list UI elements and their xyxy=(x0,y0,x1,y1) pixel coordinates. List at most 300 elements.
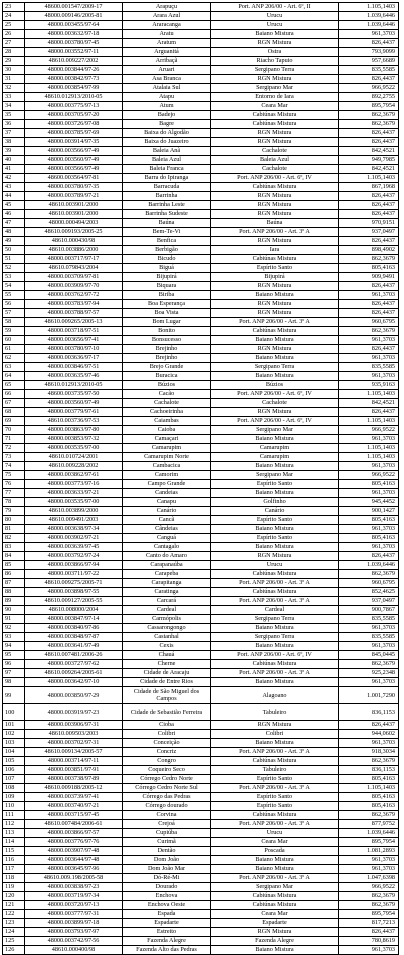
table-row xyxy=(3,237,399,246)
field-name: Araracanga xyxy=(123,21,211,30)
price-value: 780,8619 xyxy=(339,937,399,946)
reference: Port. ANP 206/00 - Art. 6º, IV xyxy=(211,174,339,183)
field-name: Cidade de São Miguel dos Campos xyxy=(123,687,211,704)
row-number: 33 xyxy=(3,93,25,102)
price-value: 961,3703 xyxy=(339,291,399,300)
row-number: 70 xyxy=(3,426,25,435)
field-name: Arara Azul xyxy=(123,12,211,21)
row-number: 113 xyxy=(3,829,25,838)
row-number: 65 xyxy=(3,381,25,390)
process-number: 48000.003780/97-10 xyxy=(25,345,123,354)
reference: Baiano Mistura xyxy=(211,435,339,444)
price-table-body xyxy=(3,3,399,955)
price-value: 961,3703 xyxy=(339,354,399,363)
process-number: 48610.009193/2005-25 xyxy=(25,228,123,237)
process-number: 48610.009503/2003 xyxy=(25,730,123,739)
row-number: 105 xyxy=(3,757,25,766)
price-value: 918,3034 xyxy=(339,748,399,757)
price-value: 900,7867 xyxy=(339,606,399,615)
row-number: 37 xyxy=(3,129,25,138)
reference: Ostra xyxy=(211,48,339,57)
process-number: 48000.003715/97-45 xyxy=(25,811,123,820)
table-row xyxy=(3,255,399,264)
price-table xyxy=(2,2,399,955)
reference: Alagoano xyxy=(211,687,339,704)
field-name: Boa Vista xyxy=(123,309,211,318)
field-name: Espadarte xyxy=(123,919,211,928)
price-value: 937,0497 xyxy=(339,597,399,606)
reference: Cardeal xyxy=(211,606,339,615)
reference: Baiano Mistura xyxy=(211,543,339,552)
row-number: 124 xyxy=(3,928,25,937)
price-value: 892,2755 xyxy=(339,93,399,102)
field-name: Dentão xyxy=(123,847,211,856)
process-number: 48000.003853/97-32 xyxy=(25,435,123,444)
row-number: 40 xyxy=(3,156,25,165)
field-name: Bonsucesso xyxy=(123,336,211,345)
field-name: Barrinha xyxy=(123,192,211,201)
row-number: 110 xyxy=(3,802,25,811)
price-value: 970,9151 xyxy=(339,219,399,228)
table-row xyxy=(3,802,399,811)
process-number: 48000.003636/97-17 xyxy=(25,354,123,363)
price-value: 909,9491 xyxy=(339,273,399,282)
process-number: 48000.003779/97-61 xyxy=(25,408,123,417)
reference: RGN Mistura xyxy=(211,138,339,147)
table-row xyxy=(3,21,399,30)
table-row xyxy=(3,372,399,381)
reference: Urucu xyxy=(211,561,339,570)
row-number: 36 xyxy=(3,120,25,129)
field-name: Espada xyxy=(123,910,211,919)
field-name: Barrinha Sudeste xyxy=(123,210,211,219)
table-row xyxy=(3,201,399,210)
process-number: 48000.003780/97-45 xyxy=(25,39,123,48)
field-name: Congro xyxy=(123,757,211,766)
field-name: Benfica xyxy=(123,237,211,246)
field-name: Carapeba xyxy=(123,570,211,579)
process-number: 48000.003552/97-11 xyxy=(25,48,123,57)
price-value: 826,4437 xyxy=(339,928,399,937)
table-row xyxy=(3,498,399,507)
price-value: 862,3679 xyxy=(339,120,399,129)
field-name: Atum xyxy=(123,102,211,111)
price-value: 949,7985 xyxy=(339,156,399,165)
table-row xyxy=(3,606,399,615)
price-value: 862,3679 xyxy=(339,327,399,336)
process-number: 48000.003738/97-89 xyxy=(25,775,123,784)
reference: Baiano Mistura xyxy=(211,865,339,874)
field-name: Biquara xyxy=(123,282,211,291)
price-value: 900,1427 xyxy=(339,507,399,516)
process-number: 48000.003560/97-49 xyxy=(25,156,123,165)
process-number: 48000.003714/97-11 xyxy=(25,757,123,766)
reference: Baiano Mistura xyxy=(211,525,339,534)
reference: Sergipano Mar xyxy=(211,471,339,480)
reference: Port. ANP 206/00 - Art. 3º A xyxy=(211,669,339,678)
field-name: Cassarongongo xyxy=(123,624,211,633)
table-row xyxy=(3,793,399,802)
process-number: 48000.003642/97-10 xyxy=(25,678,123,687)
table-row xyxy=(3,678,399,687)
table-row xyxy=(3,847,399,856)
field-name: Cupiúba xyxy=(123,829,211,838)
price-value: 835,5585 xyxy=(339,633,399,642)
field-name: Bem-Te-Vi xyxy=(123,228,211,237)
row-number: 47 xyxy=(3,219,25,228)
field-name: Brejo Grande xyxy=(123,363,211,372)
field-name: Baixa do Algodão xyxy=(123,129,211,138)
table-row xyxy=(3,928,399,937)
reference: Camarupim xyxy=(211,444,339,453)
reference: Cabiúnas Mistura xyxy=(211,120,339,129)
reference: RGN Mistura xyxy=(211,282,339,291)
row-number: 43 xyxy=(3,183,25,192)
field-name: Dó-Ré-Mi xyxy=(123,874,211,883)
row-number: 104 xyxy=(3,748,25,757)
row-number: 96 xyxy=(3,660,25,669)
table-row xyxy=(3,426,399,435)
reference: Urucu xyxy=(211,829,339,838)
table-row xyxy=(3,75,399,84)
table-row xyxy=(3,138,399,147)
process-number: 48000.003740/97-21 xyxy=(25,802,123,811)
row-number: 64 xyxy=(3,372,25,381)
row-number: 99 xyxy=(3,687,25,704)
reference: Búzios xyxy=(211,381,339,390)
table-row xyxy=(3,300,399,309)
reference: Cabiúnas Mistura xyxy=(211,588,339,597)
price-value: 862,3679 xyxy=(339,757,399,766)
row-number: 45 xyxy=(3,201,25,210)
field-name: Aruari xyxy=(123,66,211,75)
row-number: 125 xyxy=(3,937,25,946)
reference: Tabuleiro xyxy=(211,704,339,721)
table-row xyxy=(3,264,399,273)
field-name: Carapanaúba xyxy=(123,561,211,570)
price-value: 1.105,1403 xyxy=(339,417,399,426)
field-name: Candeias xyxy=(123,489,211,498)
process-number: 48000.003773/97-16 xyxy=(25,480,123,489)
reference: Urucu xyxy=(211,21,339,30)
field-name: Cambacica xyxy=(123,462,211,471)
process-number: 48000.003848/97-87 xyxy=(25,633,123,642)
price-value: 842,4521 xyxy=(339,147,399,156)
field-name: Bagre xyxy=(123,120,211,129)
price-value: 826,4437 xyxy=(339,345,399,354)
reference: Sergipano Terra xyxy=(211,363,339,372)
reference: Baiano Mistura xyxy=(211,946,339,955)
process-number: 48610.009228/2002 xyxy=(25,462,123,471)
row-number: 119 xyxy=(3,883,25,892)
table-row xyxy=(3,111,399,120)
reference: Espírito Santo xyxy=(211,480,339,489)
row-number: 29 xyxy=(3,57,25,66)
table-row xyxy=(3,129,399,138)
reference: Port. ANP 206/00 - Art. 3º A xyxy=(211,318,339,327)
row-number: 26 xyxy=(3,30,25,39)
row-number: 32 xyxy=(3,84,25,93)
price-value: 805,4163 xyxy=(339,775,399,784)
table-row xyxy=(3,435,399,444)
reference: Cachalote xyxy=(211,165,339,174)
price-value: 895,7954 xyxy=(339,838,399,847)
table-row xyxy=(3,12,399,21)
process-number: 48000.003566/97-49 xyxy=(25,165,123,174)
process-number: 48000.003535/97-00 xyxy=(25,444,123,453)
price-value: 961,3703 xyxy=(339,30,399,39)
price-value: 961,3703 xyxy=(339,462,399,471)
row-number: 78 xyxy=(3,498,25,507)
process-number: 48000.003866/97-94 xyxy=(25,561,123,570)
price-value: 961,3703 xyxy=(339,642,399,651)
field-name: Concriz xyxy=(123,748,211,757)
field-name: Castanhal xyxy=(123,633,211,642)
process-number: 48000.003844/97-26 xyxy=(25,66,123,75)
table-row xyxy=(3,883,399,892)
row-number: 27 xyxy=(3,39,25,48)
reference: Baiano Mistura xyxy=(211,354,339,363)
table-row xyxy=(3,534,399,543)
price-value: 966,9522 xyxy=(339,426,399,435)
field-name: Badejo xyxy=(123,111,211,120)
process-number: 48600.003735/97-50 xyxy=(25,390,123,399)
table-row xyxy=(3,480,399,489)
process-number: 48000.003850/97-29 xyxy=(25,687,123,704)
table-row xyxy=(3,399,399,408)
price-value: 966,9522 xyxy=(339,84,399,93)
row-number: 118 xyxy=(3,874,25,883)
field-name: Aratum xyxy=(123,39,211,48)
field-name: Fazenda Alegre xyxy=(123,937,211,946)
reference: Port. ANP 206/00 - Art. 6º, IV xyxy=(211,390,339,399)
row-number: 46 xyxy=(3,210,25,219)
table-row xyxy=(3,624,399,633)
field-name: Atapu xyxy=(123,93,211,102)
field-name: Fazenda Alto das Pedras xyxy=(123,946,211,955)
process-number: 48000.003785/97-69 xyxy=(25,129,123,138)
row-number: 123 xyxy=(3,919,25,928)
reference: Port. ANP 206/00 - Art. 6º, II xyxy=(211,3,339,12)
price-value: 817,7213 xyxy=(339,919,399,928)
price-value: 961,3703 xyxy=(339,525,399,534)
row-number: 55 xyxy=(3,291,25,300)
process-number: 48000.003902/97-21 xyxy=(25,534,123,543)
reference: RGN Mistura xyxy=(211,928,339,937)
reference: Cabiúnas Mistura xyxy=(211,111,339,120)
row-number: 94 xyxy=(3,642,25,651)
reference: Espírito Santo xyxy=(211,264,339,273)
table-row xyxy=(3,570,399,579)
price-value: 1.105,1403 xyxy=(339,444,399,453)
field-name: Dom João xyxy=(123,856,211,865)
process-number: 48000.003566/97-49 xyxy=(25,147,123,156)
process-number: 48000.003711/97-22 xyxy=(25,570,123,579)
table-row xyxy=(3,874,399,883)
table-row xyxy=(3,919,399,928)
field-name: Enchova xyxy=(123,892,211,901)
field-name: Caioba xyxy=(123,426,211,435)
table-row xyxy=(3,579,399,588)
field-name: Canapu xyxy=(123,498,211,507)
process-number: 48000.003838/97-23 xyxy=(25,883,123,892)
price-value: 895,7954 xyxy=(339,910,399,919)
field-name: Barracuda xyxy=(123,183,211,192)
table-row xyxy=(3,757,399,766)
price-value: 862,3679 xyxy=(339,892,399,901)
process-number: 48600.001547/2009-17 xyxy=(25,3,123,12)
process-number: 48000.003644/97-48 xyxy=(25,856,123,865)
process-number: 48000.003709/97-81 xyxy=(25,273,123,282)
price-value: 961,3703 xyxy=(339,856,399,865)
reference: Baúna xyxy=(211,219,339,228)
field-name: Córrego Cedro Norte xyxy=(123,775,211,784)
table-row xyxy=(3,354,399,363)
field-name: Baixa do Juazeiro xyxy=(123,138,211,147)
reference: RGN Mistura xyxy=(211,237,339,246)
row-number: 59 xyxy=(3,327,25,336)
process-number: 48000.003847/97-14 xyxy=(25,615,123,624)
price-value: 826,4437 xyxy=(339,237,399,246)
row-number: 23 xyxy=(3,3,25,12)
process-number: 48000.003719/97-34 xyxy=(25,892,123,901)
row-number: 38 xyxy=(3,138,25,147)
process-number: 48610.012913/2010-05 xyxy=(25,381,123,390)
reference: Espírito Santo xyxy=(211,534,339,543)
price-value: 1.047,6398 xyxy=(339,874,399,883)
process-number: 48610.003736/97-53 xyxy=(25,417,123,426)
row-number: 111 xyxy=(3,811,25,820)
reference: Baiano Mistura xyxy=(211,624,339,633)
price-value: 1.039,6446 xyxy=(339,561,399,570)
price-value: 842,4521 xyxy=(339,165,399,174)
process-number: 48000.003783/97-94 xyxy=(25,300,123,309)
table-row xyxy=(3,946,399,955)
field-name: Carapitanga xyxy=(123,579,211,588)
process-number: 48000.003726/97-08 xyxy=(25,120,123,129)
field-name: Boa Esperança xyxy=(123,300,211,309)
table-row xyxy=(3,820,399,829)
row-number: 122 xyxy=(3,910,25,919)
process-number: 48000.003641/97-49 xyxy=(25,642,123,651)
price-value: 945,4452 xyxy=(339,498,399,507)
row-number: 102 xyxy=(3,730,25,739)
field-name: Dom João Mar xyxy=(123,865,211,874)
row-number: 52 xyxy=(3,264,25,273)
reference: RGN Mistura xyxy=(211,129,339,138)
process-number: 48000.003727/97-62 xyxy=(25,660,123,669)
field-name: Camorim xyxy=(123,471,211,480)
reference: Cabiúnas Mistura xyxy=(211,811,339,820)
row-number: 80 xyxy=(3,516,25,525)
row-number: 103 xyxy=(3,739,25,748)
process-number: 48610.009265/2005-13 xyxy=(25,318,123,327)
row-number: 92 xyxy=(3,624,25,633)
table-row xyxy=(3,219,399,228)
row-number: 53 xyxy=(3,273,25,282)
reference: Port. ANP 206/00 - Art. 3º A xyxy=(211,579,339,588)
row-number: 39 xyxy=(3,147,25,156)
price-value: 960,6795 xyxy=(339,318,399,327)
process-number: 48000.003840/97-86 xyxy=(25,624,123,633)
row-number: 93 xyxy=(3,633,25,642)
process-number: 48000.003907/97-48 xyxy=(25,847,123,856)
process-number: 48610.003901/2000 xyxy=(25,201,123,210)
row-number: 54 xyxy=(3,282,25,291)
row-number: 30 xyxy=(3,66,25,75)
process-number: 48000.003776/97-76 xyxy=(25,838,123,847)
field-name: Córrego das Pedras xyxy=(123,793,211,802)
table-row xyxy=(3,615,399,624)
reference: Port. ANP 206/00 - Art. 3º A xyxy=(211,748,339,757)
process-number: 48000.003851/97-91 xyxy=(25,766,123,775)
reference: RGN Mistura xyxy=(211,39,339,48)
process-number: 48000.003780/97-35 xyxy=(25,183,123,192)
price-value: 862,3679 xyxy=(339,111,399,120)
process-number: 48000.003635/97-46 xyxy=(25,372,123,381)
table-row xyxy=(3,174,399,183)
price-value: 805,4163 xyxy=(339,264,399,273)
field-name: Canguá xyxy=(123,534,211,543)
reference: RGN Mistura xyxy=(211,201,339,210)
field-name: Canto do Amaro xyxy=(123,552,211,561)
row-number: 98 xyxy=(3,678,25,687)
field-name: Crejoá xyxy=(123,820,211,829)
row-number: 74 xyxy=(3,462,25,471)
price-value: 1.039,6446 xyxy=(339,21,399,30)
row-number: 95 xyxy=(3,651,25,660)
row-number: 88 xyxy=(3,588,25,597)
reference: Port. ANP 206/00 - Art. 6º, IV xyxy=(211,417,339,426)
table-row xyxy=(3,669,399,678)
process-number: 48000.003842/97-73 xyxy=(25,75,123,84)
process-number: 48610.003901/2000 xyxy=(25,210,123,219)
field-name: Estreito xyxy=(123,928,211,937)
reference: Cabiúnas Mistura xyxy=(211,757,339,766)
table-row xyxy=(3,102,399,111)
process-number: 48610.079843/2004 xyxy=(25,264,123,273)
process-number: 48610.009127/2005-55 xyxy=(25,597,123,606)
row-number: 109 xyxy=(3,793,25,802)
table-row xyxy=(3,642,399,651)
process-number: 48000.003739/97-41 xyxy=(25,793,123,802)
field-name: Cidade de Sebastião Ferreira xyxy=(123,704,211,721)
price-value: 1.039,6446 xyxy=(339,12,399,21)
row-number: 84 xyxy=(3,552,25,561)
field-name: Bijupirá xyxy=(123,273,211,282)
table-row xyxy=(3,633,399,642)
field-name: Cachalote xyxy=(123,399,211,408)
price-value: 961,3703 xyxy=(339,336,399,345)
field-name: Arapuçu xyxy=(123,3,211,12)
price-value: 862,3679 xyxy=(339,255,399,264)
row-number: 126 xyxy=(3,946,25,955)
reference: RGN Mistura xyxy=(211,192,339,201)
row-number: 89 xyxy=(3,597,25,606)
row-number: 85 xyxy=(3,561,25,570)
row-number: 90 xyxy=(3,606,25,615)
row-number: 24 xyxy=(3,12,25,21)
reference: RGN Mistura xyxy=(211,75,339,84)
process-number: 48000.003789/97-21 xyxy=(25,192,123,201)
table-row xyxy=(3,552,399,561)
table-row xyxy=(3,381,399,390)
reference: Cabiúnas Mistura xyxy=(211,901,339,910)
field-name: Bicudo xyxy=(123,255,211,264)
price-value: 1.001,7290 xyxy=(339,687,399,704)
price-value: 842,4521 xyxy=(339,399,399,408)
row-number: 69 xyxy=(3,417,25,426)
